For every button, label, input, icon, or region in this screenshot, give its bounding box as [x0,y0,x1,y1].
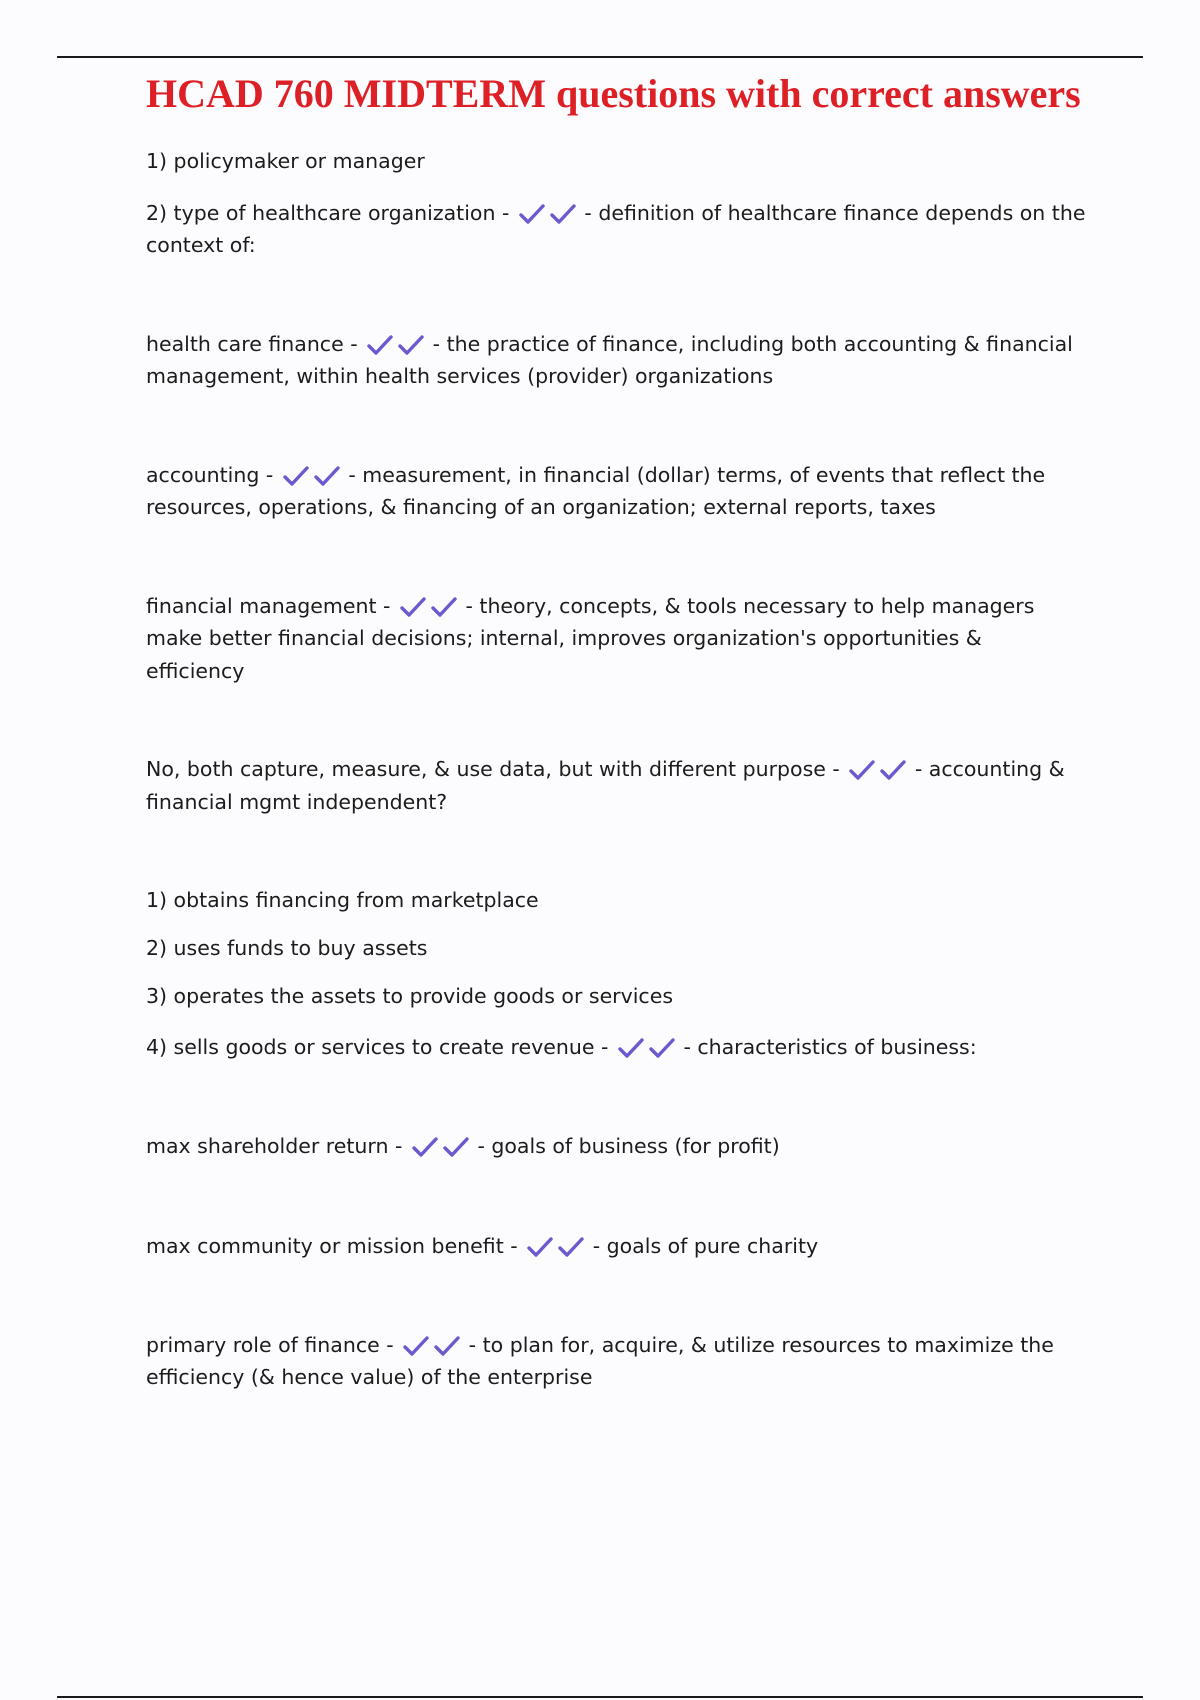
answer-line: 3) operates the assets to provide goods or services [146,984,673,1008]
check-icon [550,203,576,225]
check-icon [519,203,545,225]
check-icon [558,1236,584,1258]
check-icon [398,334,424,356]
entry-definition-cont: management, within health services (provider) organizations [146,364,774,388]
qa-entry: max shareholder return - - goals of business (for profit) [146,1134,780,1158]
entry-definition-cont: resources, operations, & financing of an organization; external reports, taxes [146,495,936,519]
entry-term: 2) type of healthcare organization [146,201,496,225]
qa-entry: financial management - - theory, concepts, & tools necessary to help managers [146,594,1035,618]
top-rule [57,56,1143,58]
entry-definition: to plan for, acquire, & utilize resources to maximize the [482,1333,1054,1357]
bottom-rule [57,1696,1143,1698]
entry-definition-cont: make better financial decisions; internal, improves organization's opportunities & [146,626,982,650]
qa-entry: 2) type of healthcare organization - - definition of healthcare finance depends on the [146,201,1086,225]
entry-definition-cont: financial mgmt independent? [146,790,448,814]
entry-definition: goals of pure charity [606,1234,819,1258]
check-icon [283,465,309,487]
qa-entry: accounting - - measurement, in financial (dollar) terms, of events that reflect the [146,463,1046,487]
entry-definition: definition of healthcare finance depends on the [598,201,1086,225]
entry-term: accounting [146,463,260,487]
entry-definition-cont: context of: [146,233,256,257]
qa-entry: max community or mission benefit - - goals of pure charity [146,1234,819,1258]
qa-entry: 4) sells goods or services to create revenue - - characteristics of business: [146,1035,977,1059]
entry-definition: accounting & [928,757,1065,781]
entry-term: primary role of finance [146,1333,380,1357]
check-icon [431,596,457,618]
answer-line: 1) obtains financing from marketplace [146,888,539,912]
check-icon [527,1236,553,1258]
entry-definition: theory, concepts, & tools necessary to help managers [479,594,1035,618]
answer-line: 1) policymaker or manager [146,149,425,173]
check-icon [403,1335,429,1357]
qa-entry: health care finance - - the practice of finance, including both accounting & financial [146,332,1073,356]
check-icon [434,1335,460,1357]
entry-term: No, both capture, measure, & use data, but with different purpose [146,757,826,781]
entry-definition: goals of business (for profit) [491,1134,780,1158]
check-icon [849,759,875,781]
entry-term: max community or mission benefit [146,1234,504,1258]
check-icon [618,1037,644,1059]
entry-definition: the practice of finance, including both accounting & financial [446,332,1073,356]
entry-term: 4) sells goods or services to create revenue [146,1035,595,1059]
qa-entry: No, both capture, measure, & use data, but with different purpose - - accounting & [146,757,1065,781]
check-icon [412,1136,438,1158]
document-title: HCAD 760 MIDTERM questions with correct answers [146,71,1081,116]
check-icon [400,596,426,618]
check-icon [367,334,393,356]
entry-definition: characteristics of business: [697,1035,977,1059]
check-icon [443,1136,469,1158]
entry-term: health care finance [146,332,344,356]
check-icon [314,465,340,487]
check-icon [880,759,906,781]
check-icon [649,1037,675,1059]
entry-term: max shareholder return [146,1134,389,1158]
entry-term: financial management [146,594,377,618]
qa-entry: primary role of finance - - to plan for, acquire, & utilize resources to maximize the [146,1333,1054,1357]
entry-definition: measurement, in financial (dollar) terms, of events that reflect the [362,463,1046,487]
entry-definition-cont: efficiency (& hence value) of the enterprise [146,1365,593,1389]
answer-line: 2) uses funds to buy assets [146,936,428,960]
entry-definition-cont: efficiency [146,659,245,683]
